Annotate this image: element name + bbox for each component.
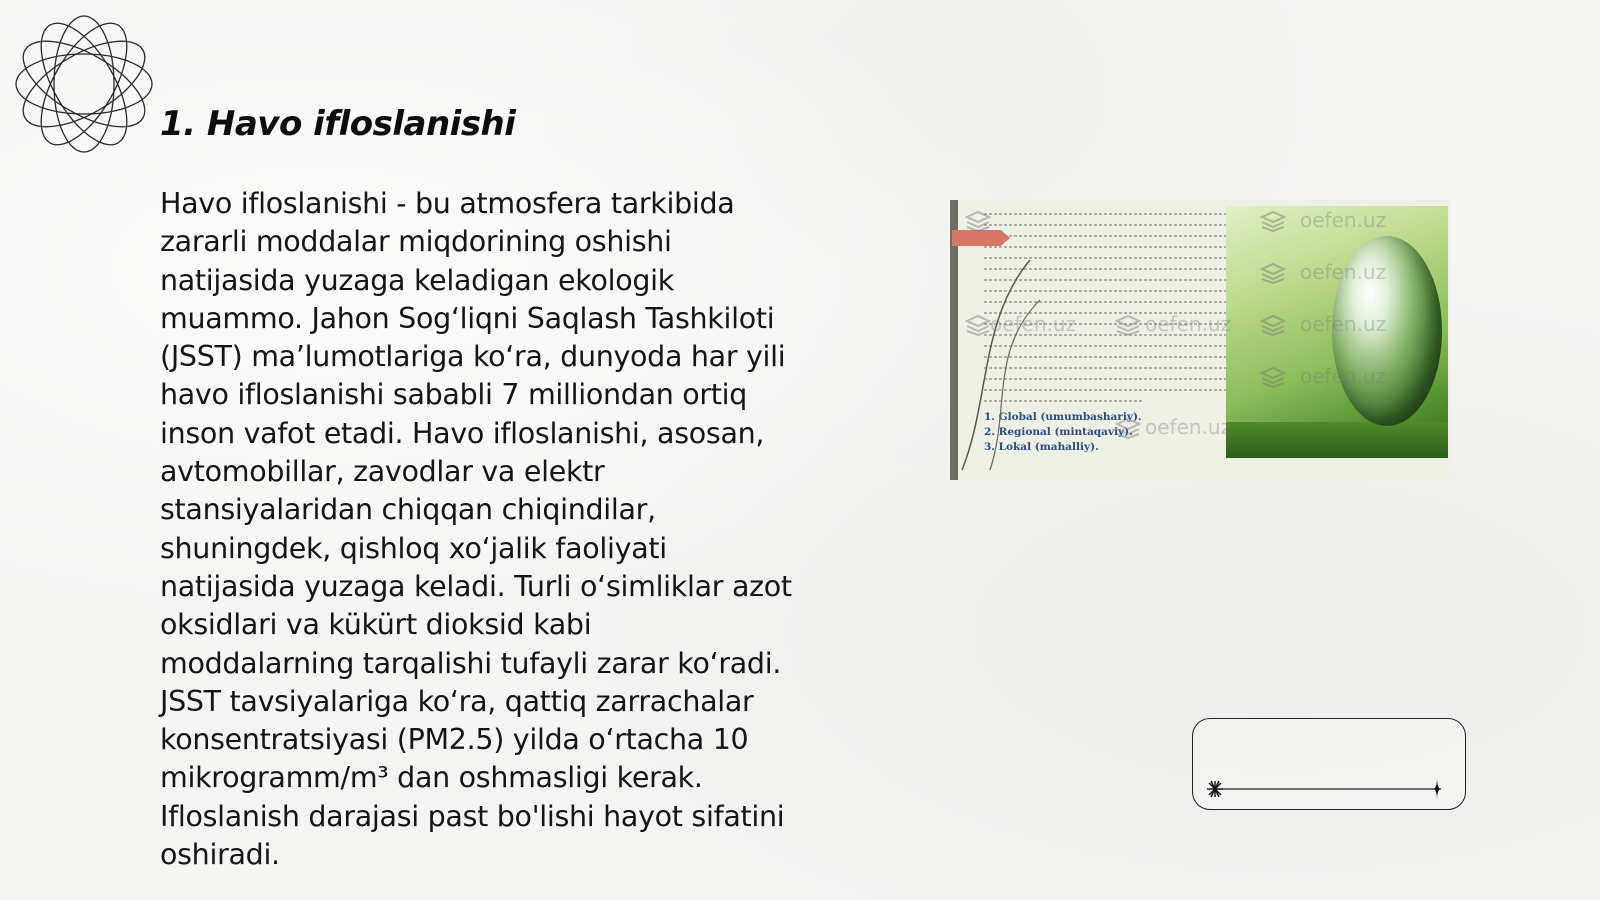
body-line: avtomobillar, zavodlar va elektr bbox=[160, 455, 605, 489]
body-paragraph bbox=[160, 185, 840, 874]
slider-line bbox=[1193, 719, 1465, 809]
body-line: Ifloslanish darajasi past bo'lishi hayot sifatini bbox=[160, 799, 785, 833]
decorative-slider-card bbox=[1192, 718, 1466, 810]
body-line: moddalarning tarqalishi tufayli zarar ko‘radi. bbox=[160, 646, 782, 680]
body-line: oshiradi. bbox=[160, 838, 280, 872]
body-line: zararli moddalar miqdorining oshishi bbox=[160, 225, 672, 259]
watermark-text: oefen.uz bbox=[1300, 312, 1387, 336]
watermark-text: oefen.uz bbox=[1145, 312, 1232, 336]
watermark-text: oefen.uz bbox=[1300, 208, 1387, 232]
watermark-text: oefen.uz bbox=[1300, 364, 1387, 388]
body-line: (JSST) ma’lumotlariga ko‘ra, dunyoda har yili bbox=[160, 340, 786, 374]
body-line: natijasida yuzaga keladi. Turli o‘simliklar azot bbox=[160, 569, 792, 603]
book-list-item: 1. Global (umumbashariy). bbox=[984, 411, 1142, 423]
watermark-text: oefen.uz bbox=[1300, 260, 1387, 284]
body-line: konsentratsiyasi (PM2.5) yilda o‘rtacha 10 bbox=[160, 723, 749, 757]
body-line: Havo ifloslanishi - bu atmosfera tarkibida bbox=[160, 187, 735, 220]
watermark-text: oefen.uz bbox=[990, 312, 1077, 336]
star-icon bbox=[1433, 777, 1441, 801]
body-line: mikrogramm/m³ dan oshmasligi kerak. bbox=[160, 761, 703, 795]
rosette-logo-icon bbox=[10, 10, 158, 158]
body-line: muammo. Jahon Sog‘liqni Saqlash Tashkiloti bbox=[160, 301, 775, 335]
book-list-item: 2. Regional (mintaqaviy). bbox=[984, 426, 1133, 438]
body-line: inson vafot etadi. Havo ifloslanishi, asosan, bbox=[160, 416, 765, 450]
slide-title: 1. Havo ifloslanishi bbox=[160, 104, 516, 144]
body-line: JSST tavsiyalariga ko‘ra, qattiq zarrachalar bbox=[160, 684, 754, 718]
sparkle-icon bbox=[1207, 781, 1223, 797]
body-line: natijasida yuzaga keladigan ekologik bbox=[160, 263, 674, 297]
leaf-stem-icon bbox=[950, 200, 1450, 480]
body-line: havo ifloslanishi sababli 7 milliondan ortiq bbox=[160, 378, 748, 412]
book-list-item: 3. Lokal (mahalliy). bbox=[984, 441, 1099, 453]
body-line: shuningdek, qishloq xo‘jalik faoliyati bbox=[160, 531, 667, 565]
watermark-text: oefen.uz bbox=[1145, 415, 1232, 439]
body-line: stansiyalaridan chiqqan chiqindilar, bbox=[160, 493, 656, 527]
ecology-book-photo bbox=[950, 200, 1450, 480]
body-line: oksidlari va kükürt dioksid kabi bbox=[160, 608, 592, 642]
